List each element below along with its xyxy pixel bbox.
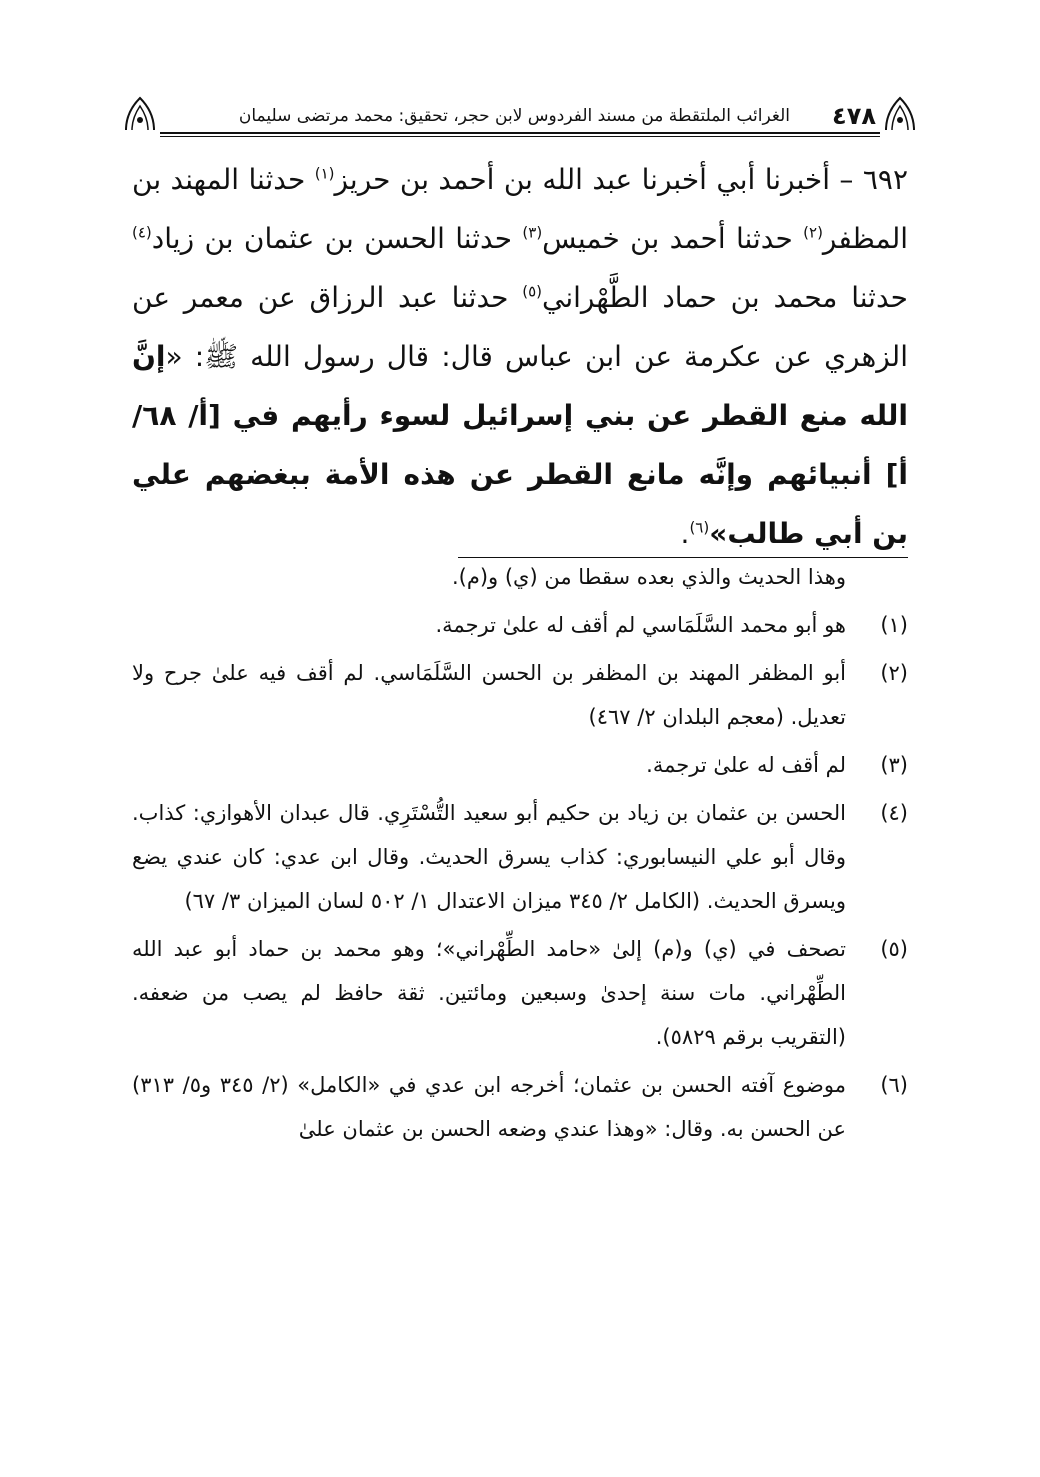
footnote-text: تصحف في (ي) و(م) إلىٰ «حامد الطِّهْراني»؛ وهو محمد بن حماد أبو عبد الله الطِّهْراني. مات سنة إحدىٰ وسبعين ومائتين. ثقة حافظ لم يصب من ضعفه. (التقريب برقم ٥٨٢٩).: [132, 937, 846, 1049]
header-rule: [160, 136, 880, 137]
isnad-text: حدثنا المهند بن المظفر: [132, 163, 909, 255]
footnote-intro: وهذا الحديث والذي بعده سقطا من (ي) و(م).: [451, 565, 846, 589]
footnote-ref: (١): [314, 164, 335, 183]
hadith-text: [132, 150, 908, 563]
isnad-text: حدثنا أحمد بن خميس: [542, 222, 804, 255]
hadith-number: ٦٩٢: [862, 163, 908, 196]
footnote-text: الحسن بن عثمان بن زياد بن حكيم أبو سعيد التُّسْتَرِي. قال عبدان الأهوازي: كذاب. وقال أبو علي النيسابوري: كذاب يسرق الحديث. وقال ابن عدي: كان عندي يضع ويسرق الحديث. (الكامل ٢/ ٣٤٥ ميزان الاعتدال ١/ ٥٠٢ لسان الميزان ٣/ ٦٧): [132, 801, 846, 913]
running-title: الغرائب الملتقطة من مسند الفردوس لابن حجر، تحقيق: محمد مرتضى سليمان: [238, 106, 790, 126]
ornament-icon: [120, 94, 160, 134]
footnote-ref: (٥): [522, 282, 543, 301]
footnote: [132, 603, 908, 647]
footnote-number: (٢): [880, 661, 908, 685]
footnote: [132, 1063, 908, 1151]
footnote: [132, 743, 908, 787]
page-number: ٤٧٨: [832, 102, 876, 130]
isnad-text: – أخبرنا أبي أخبرنا عبد الله بن أحمد بن حريز: [334, 163, 854, 196]
quote-close: »: [709, 517, 728, 550]
footnote-ref: (٤): [132, 223, 152, 242]
footnote-ref: (٦): [689, 518, 710, 537]
isnad-text: حدثنا محمد بن حماد الطَّهْراني: [542, 281, 908, 314]
hadith-paragraph: [132, 150, 908, 563]
footnote-text: موضوع آفته الحسن بن عثمان؛ أخرجه ابن عدي في «الكامل» (٢/ ٣٤٥ و٥/ ٣١٣) عن الحسن به. وقال: «وهذا عندي وضعه الحسن بن عثمان علىٰ: [132, 1073, 846, 1141]
ornament-icon: [880, 94, 920, 134]
footnote: [132, 791, 908, 923]
footnote-number: (٦): [880, 1073, 908, 1097]
footnotes: [132, 555, 908, 1155]
footnote-number: (٣): [880, 753, 908, 777]
matn-text: إنَّ الله منع القطر عن بني إسرائيل لسوء رأيهم في [أ/ ٦٨/ أ] أنبيائهم وإنَّه مانع القطر عن هذه الأمة ببغضهم علي بن أبي طالب: [132, 340, 908, 550]
footnote-number: (٥): [880, 937, 908, 961]
footnote: [132, 927, 908, 1059]
footnote-text: لم أقف له علىٰ ترجمة.: [646, 753, 846, 777]
footnote-text: هو أبو محمد السَّلَمَاسي لم أقف له علىٰ ترجمة.: [435, 613, 846, 637]
footnote-ref: (٣): [522, 223, 543, 242]
footnote-number: (٤): [880, 801, 908, 825]
footnote: [132, 651, 908, 739]
footnote-number: (١): [880, 613, 908, 637]
end-mark: .: [680, 517, 690, 550]
isnad-text: حدثنا الحسن بن عثمان بن زياد: [151, 222, 523, 255]
footnote-ref: (٢): [803, 223, 823, 242]
header-rule: [160, 132, 880, 134]
isnad-text: حدثنا عبد الرزاق عن معمر عن الزهري عن عكرمة عن ابن عباس قال: قال رسول الله ﷺ: «: [132, 281, 908, 373]
running-header: [120, 92, 920, 140]
footnote-text: أبو المظفر المهند بن المظفر بن الحسن السَّلَمَاسي. لم أقف فيه علىٰ جرح ولا تعديل. (معجم البلدان ٢/ ٤٦٧): [132, 661, 846, 729]
